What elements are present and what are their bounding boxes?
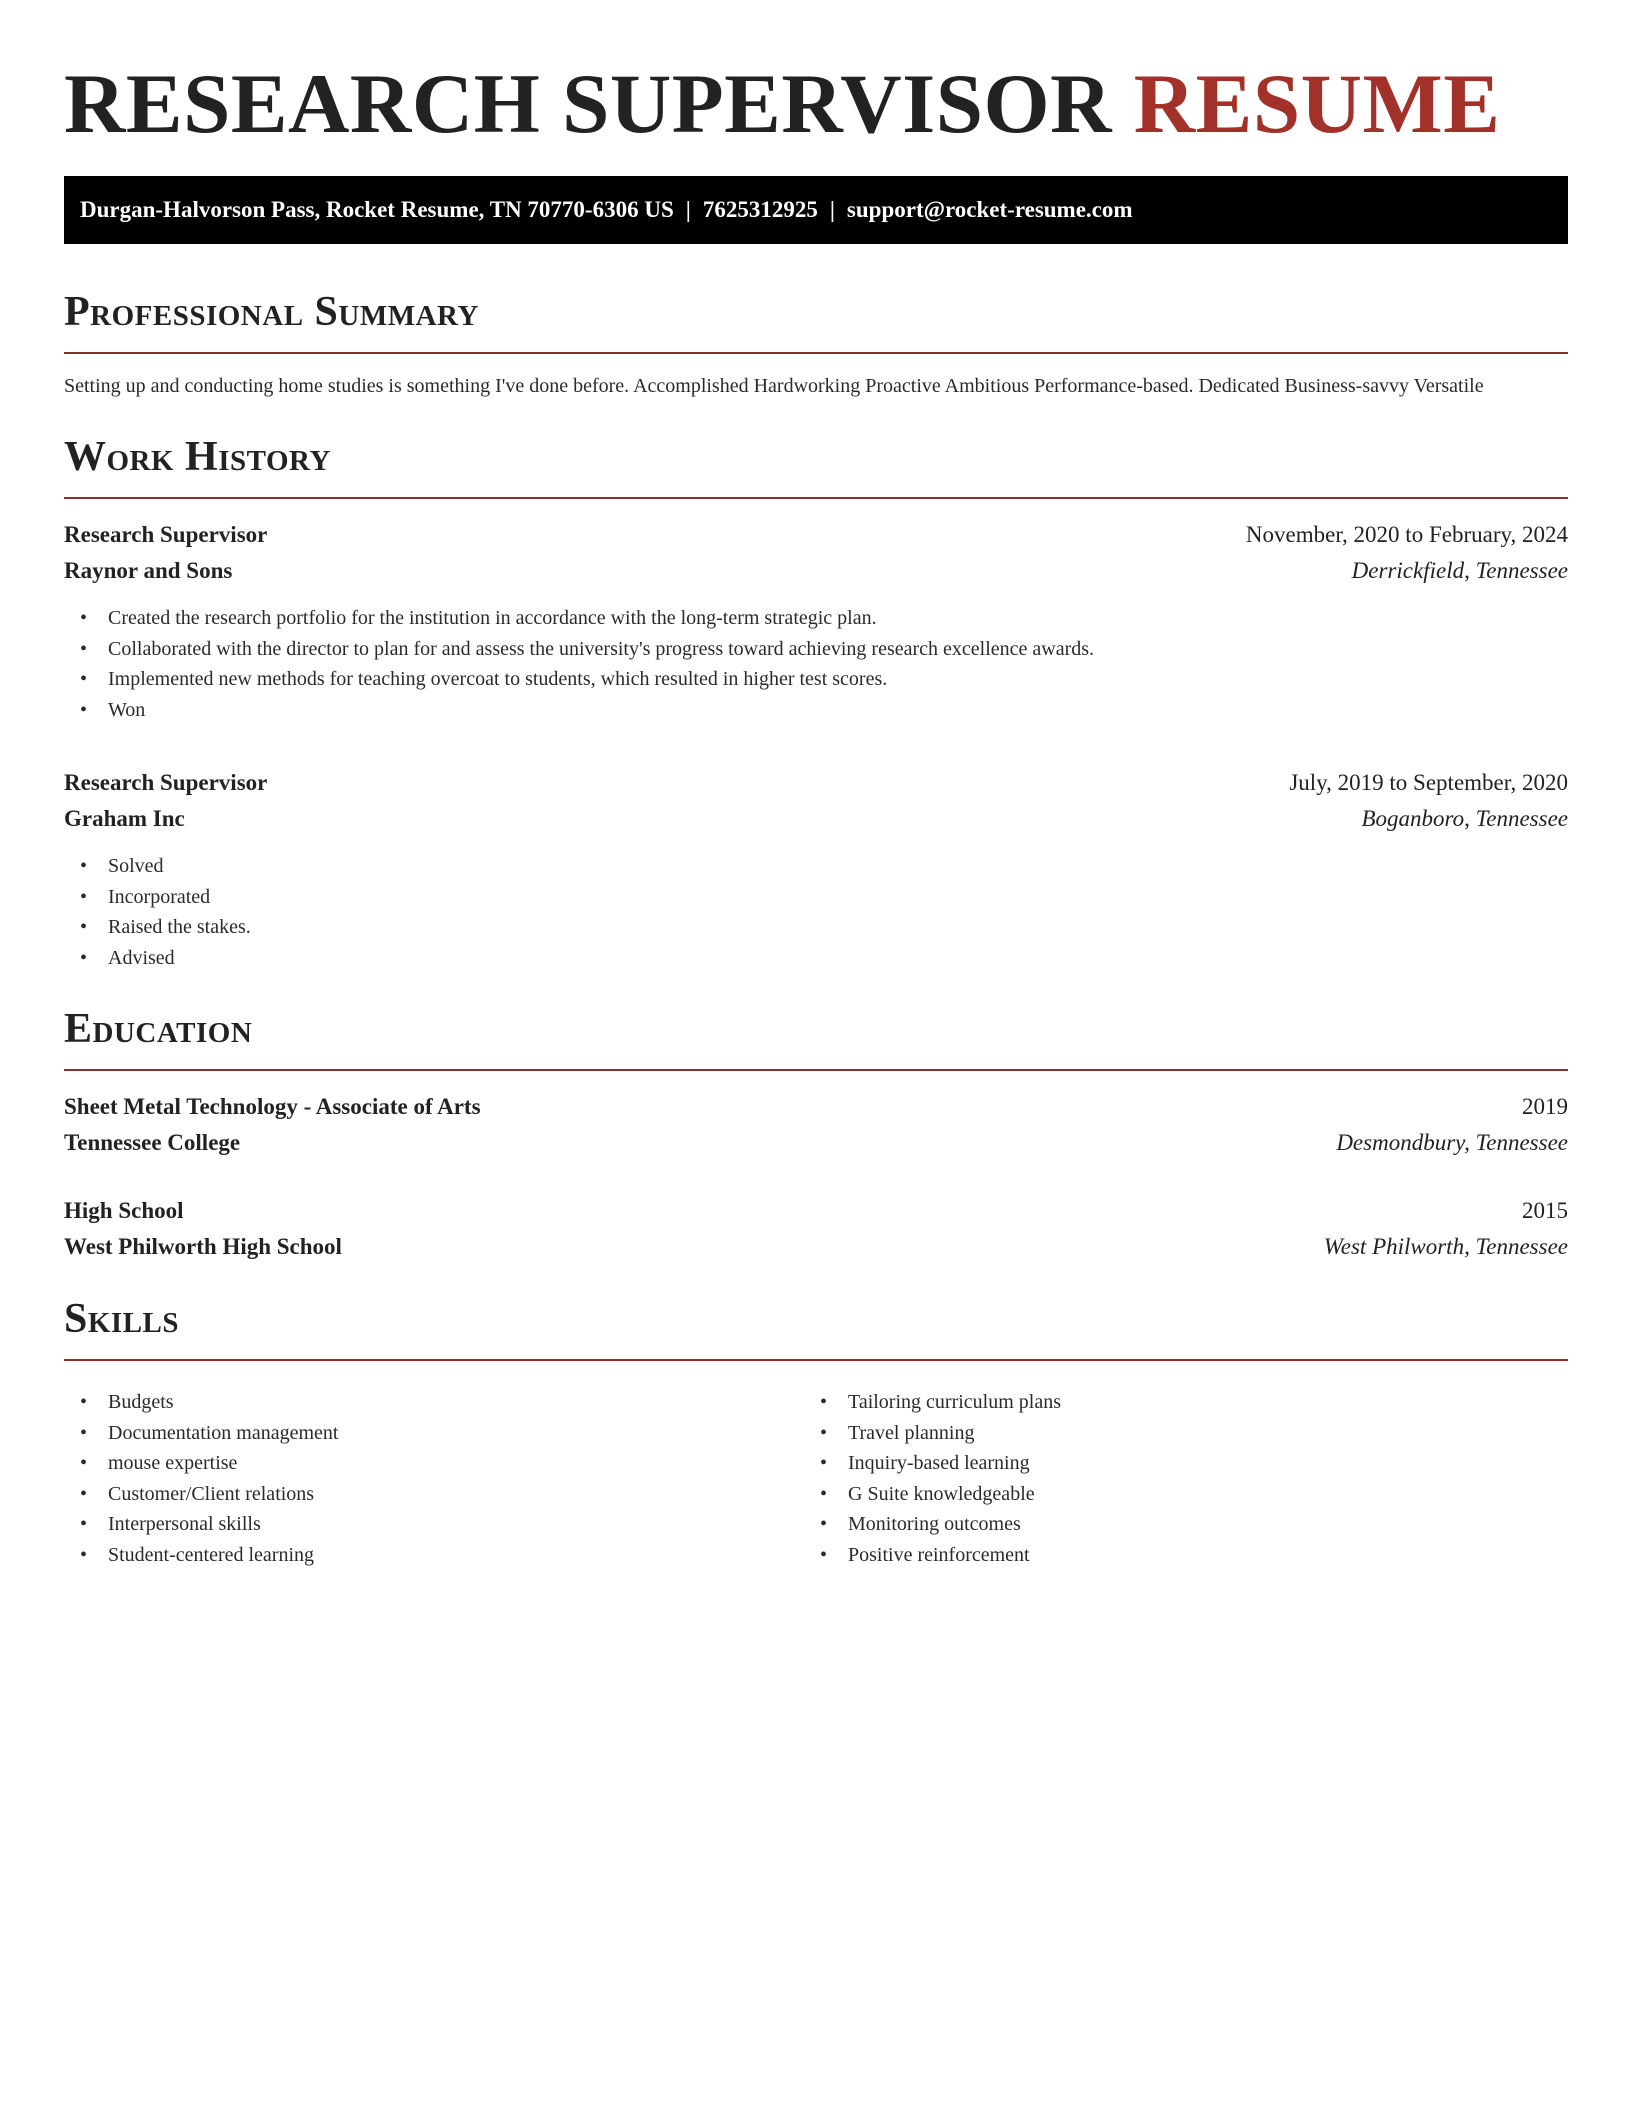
- job-dates: July, 2019 to September, 2020: [1289, 770, 1568, 795]
- skill-item: • Customer/Client relations: [80, 1479, 804, 1510]
- education-location: West Philworth, Tennessee: [1323, 1234, 1568, 1259]
- job-bullets: [64, 603, 1568, 725]
- contact-separator: |: [829, 197, 835, 222]
- skill-item: • Documentation management: [80, 1418, 804, 1449]
- job-bullet: • Advised: [80, 943, 1568, 974]
- resume-page: [64, 0, 1568, 1570]
- education-location: Desmondbury, Tennessee: [1336, 1130, 1568, 1155]
- skill-item: • Interpersonal skills: [80, 1509, 804, 1540]
- skills-heading: Skills: [64, 1291, 1568, 1361]
- job-bullet: • Implemented new methods for teaching overcoat to students, which resulted in higher test scores.: [80, 664, 1568, 695]
- job-entry: [64, 765, 1568, 973]
- skill-item: • Tailoring curriculum plans: [820, 1387, 1544, 1418]
- contact-phone: 7625312925: [702, 197, 818, 222]
- skill-item: • Positive reinforcement: [820, 1540, 1544, 1571]
- job-bullet: • Won: [80, 695, 1568, 726]
- education-entry: [64, 1193, 1568, 1265]
- job-location: Derrickfield, Tennessee: [1351, 558, 1568, 583]
- job-bullet: • Solved: [80, 851, 1568, 882]
- education-degree: High School: [64, 1198, 184, 1223]
- contact-bar: [64, 176, 1568, 244]
- education-school: West Philworth High School: [64, 1234, 342, 1259]
- job-bullet: • Raised the stakes.: [80, 912, 1568, 943]
- job-bullet: • Created the research portfolio for the institution in accordance with the long-term strategic plan.: [80, 603, 1568, 634]
- skill-item: • Inquiry-based learning: [820, 1448, 1544, 1479]
- skill-item: • mouse expertise: [80, 1448, 804, 1479]
- education-degree: Sheet Metal Technology - Associate of Arts: [64, 1094, 481, 1119]
- job-bullets: [64, 851, 1568, 973]
- summary-text: Setting up and conducting home studies is something I've done before. Accomplished Hardworking Proactive Ambitious Performance-based. Dedicated Business-savvy Versatile: [64, 375, 1484, 397]
- skill-item: • Travel planning: [820, 1418, 1544, 1449]
- job-dates: November, 2020 to February, 2024: [1245, 522, 1568, 547]
- work-history-heading: Work History: [64, 429, 1568, 499]
- skill-item: • G Suite knowledgeable: [820, 1479, 1544, 1510]
- skill-item: • Monitoring outcomes: [820, 1509, 1544, 1540]
- contact-separator: |: [685, 197, 691, 222]
- resume-title: [64, 54, 1568, 154]
- job-company: Graham Inc: [64, 806, 185, 831]
- education-school: Tennessee College: [64, 1130, 241, 1155]
- skills-list: [64, 1373, 1568, 1570]
- contact-address: Durgan-Halvorson Pass, Rocket Resume, TN 70770-6306 US: [80, 197, 674, 222]
- job-location: Boganboro, Tennessee: [1361, 806, 1568, 831]
- skills-column-left: [64, 1387, 804, 1570]
- skill-item: • Budgets: [80, 1387, 804, 1418]
- education-year: 2019: [1522, 1094, 1568, 1119]
- education-entry: [64, 1089, 1568, 1161]
- title-main: RESEARCH SUPERVISOR: [64, 57, 1112, 151]
- job-bullet: • Collaborated with the director to plan for and assess the university's progress toward achieving research excellence awards.: [80, 634, 1568, 665]
- job-entry: [64, 517, 1568, 725]
- skill-item: • Student-centered learning: [80, 1540, 804, 1571]
- skills-column-right: [804, 1387, 1544, 1570]
- title-accent: RESUME: [1133, 57, 1501, 151]
- education-heading: Education: [64, 1001, 1568, 1071]
- job-title: Research Supervisor: [64, 522, 268, 547]
- job-title: Research Supervisor: [64, 770, 268, 795]
- summary-heading: Professional Summary: [64, 284, 1568, 354]
- education-year: 2015: [1522, 1198, 1568, 1223]
- contact-email: support@rocket-resume.com: [846, 197, 1133, 222]
- job-company: Raynor and Sons: [64, 558, 233, 583]
- job-bullet: • Incorporated: [80, 882, 1568, 913]
